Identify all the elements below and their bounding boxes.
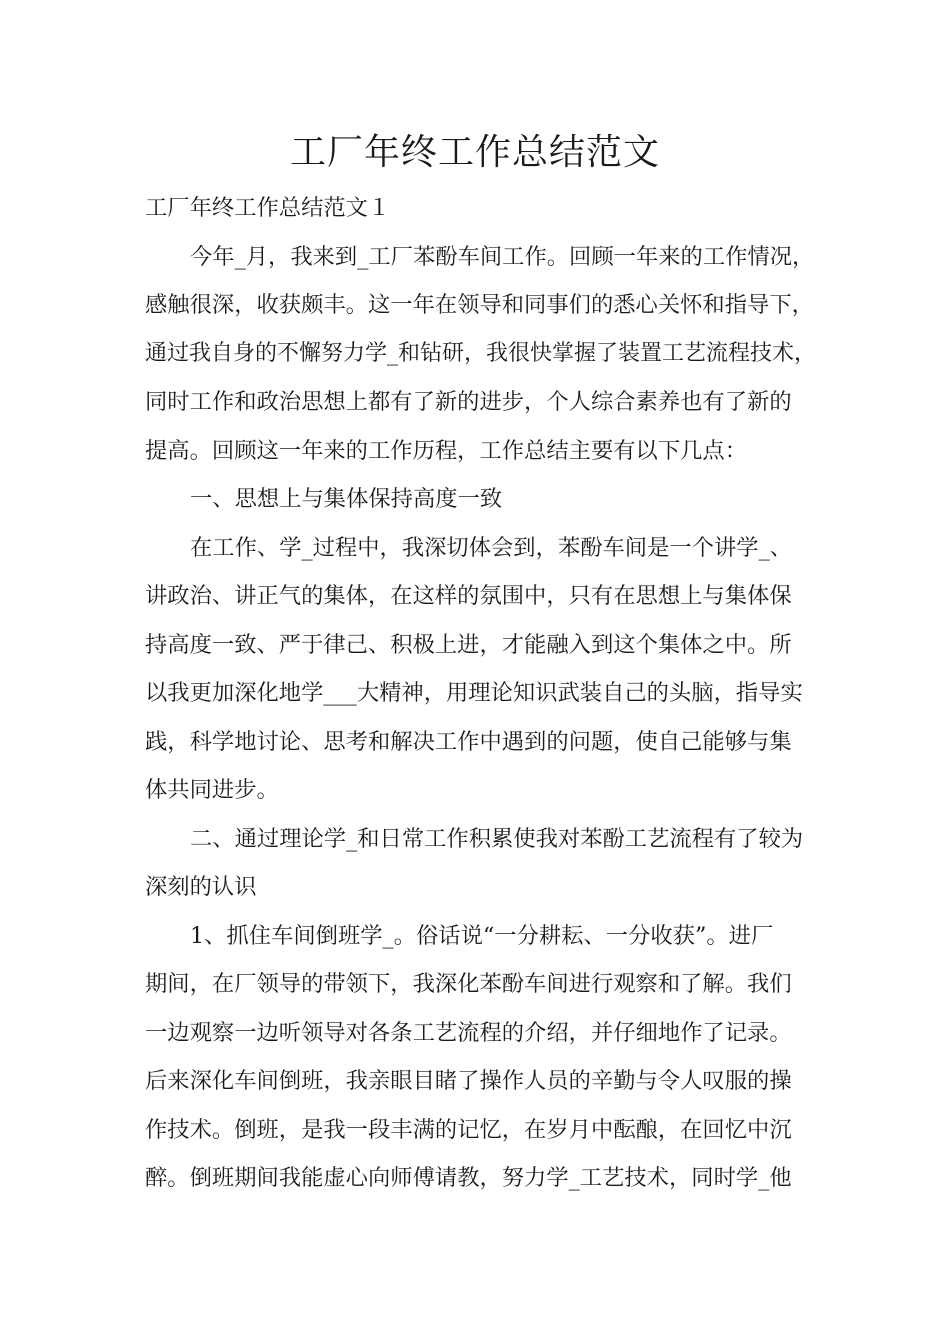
text-line: 二、通过理论学_和日常工作积累使我对苯酚工艺流程有了较为 <box>190 825 804 852</box>
text-line: 深刻的认识 <box>145 874 257 900</box>
text-line: 醉。倒班期间我能虚心向师傅请教，努力学_工艺技术，同时学_他 <box>145 1165 792 1191</box>
document-body <box>145 184 820 1203</box>
text-line: 提高。回顾这一年来的工作历程，工作总结主要有以下几点： <box>145 437 748 464</box>
document-title: 工厂年终工作总结范文 <box>289 132 660 173</box>
text-line: 工厂年终工作总结范文１ <box>145 195 391 221</box>
text-line: 作技术。倒班，是我一段丰满的记忆，在岁月中酝酿，在回忆中沉 <box>145 1116 792 1143</box>
text-line: 1、抓住车间倒班学_。俗话说“一分耕耘、一分收获”。进厂 <box>190 922 774 949</box>
text-line: 一、思想上与集体保持高度一致 <box>190 486 503 512</box>
text-line: 践，科学地讨论、思考和解决工作中遇到的问题，使自己能够与集 <box>145 728 792 755</box>
text-line: 通过我自身的不懈努力学_和钻研，我很快掌握了装置工艺流程技术， <box>145 340 817 366</box>
text-line: 在工作、学_过程中，我深切体会到，苯酚车间是一个讲学_、 <box>190 534 793 561</box>
text-line: 持高度一致、严于律己、积极上进，才能融入到这个集体之中。所 <box>145 631 792 658</box>
text-line: 体共同进步。 <box>145 777 279 803</box>
text-line: 讲政治、讲正气的集体，在这样的氛围中，只有在思想上与集体保 <box>145 583 792 609</box>
text-line: 期间，在厂领导的带领下，我深化苯酚车间进行观察和了解。我们 <box>145 971 792 997</box>
text-line: 感触很深，收获颇丰。这一年在领导和同事们的悉心关怀和指导下， <box>145 292 814 318</box>
text-line: 以我更加深化地学___大精神，用理论知识武装自己的头脑，指导实 <box>145 680 803 706</box>
text-line: 今年_月，我来到_工厂苯酚车间工作。回顾一年来的工作情况， <box>190 243 815 270</box>
text-line: 一边观察一边听领导对各条工艺流程的介绍，并仔细地作了记录。 <box>145 1019 792 1046</box>
text-line: 同时工作和政治思想上都有了新的进步，个人综合素养也有了新的 <box>145 389 792 415</box>
text-line: 后来深化车间倒班，我亲眼目睹了操作人员的辛勤与令人叹服的操 <box>145 1068 792 1094</box>
